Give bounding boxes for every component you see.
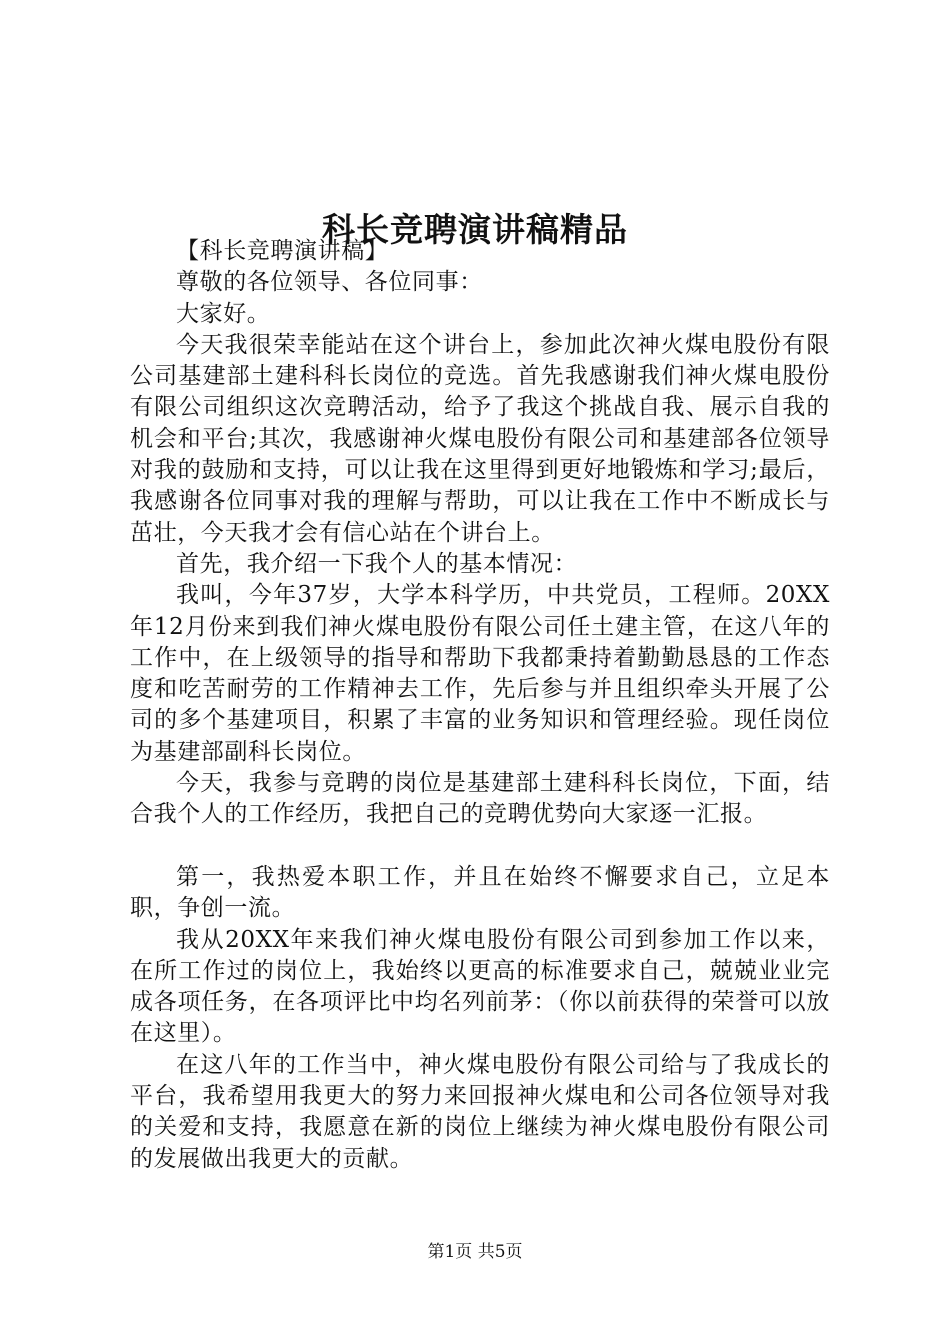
- paragraph-commitment: 在这八年的工作当中，神火煤电股份有限公司给与了我成长的平台，我希望用我更大的努力来回报神火煤电和公司各位领导对我的关爱和支持，我愿意在新的岗位上继续为神火煤电股份有限公司的发展做出我更大的贡献。: [130, 1051, 830, 1172]
- document-title: 科长竞聘演讲稿精品: [322, 210, 628, 250]
- paragraph-work-history: 我从20XX年来我们神火煤电股份有限公司到参加工作以来，在所工作过的岗位上，我始终以更高的标准要求自己，兢兢业业完成各项任务，在各项评比中均名列前茅：（你以前获得的荣誉可以放在这里）。: [130, 926, 830, 1047]
- paragraph-salutation: 尊敬的各位领导、各位同事：: [176, 269, 483, 296]
- page-footer: 第1页 共5页: [427, 1242, 523, 1262]
- paragraph-first-point: 第一，我热爱本职工作，并且在始终不懈要求自己，立足本职，争创一流。: [130, 863, 830, 922]
- paragraph-personal-info: 我叫，今年37岁，大学本科学历，中共党员，工程师。20XX年12月份来到我们神火煤电股份有限公司任土建主管，在这八年的工作中，在上级领导的指导和帮助下我都秉持着勤勤恳恳的工作态度和吃苦耐劳的工作精神去工作，先后参与并且组织牵头开展了公司的多个基建项目，积累了丰富的业务知识和管理经验。现任岗位为基建部副科长岗位。: [130, 582, 830, 765]
- paragraph-intro-lead: 首先，我介绍一下我个人的基本情况：: [176, 550, 578, 577]
- document-body: [130, 236, 830, 1175]
- paragraph-position: 今天，我参与竞聘的岗位是基建部土建科科长岗位，下面，结合我个人的工作经历，我把自己的竞聘优势向大家逐一汇报。: [130, 770, 830, 828]
- paragraph-spacer: [130, 831, 830, 862]
- paragraph-greeting: 大家好。: [176, 300, 271, 327]
- paragraph-thanks: 今天我很荣幸能站在这个讲台上，参加此次神火煤电股份有限公司基建部土建科科长岗位的竞选。首先我感谢我们神火煤电股份有限公司组织这次竞聘活动，给予了我这个挑战自我、展示自我的机会和平台;其次，我感谢神火煤电股份有限公司和基建部各位领导对我的鼓励和支持，可以让我在这里得到更好地锻炼和学习;最后，我感谢各位同事对我的理解与帮助，可以让我在工作中不断成长与茁壮，今天我才会有信心站在个讲台上。: [130, 331, 830, 546]
- paragraph-heading-tag: 【科长竞聘演讲稿】: [176, 238, 389, 264]
